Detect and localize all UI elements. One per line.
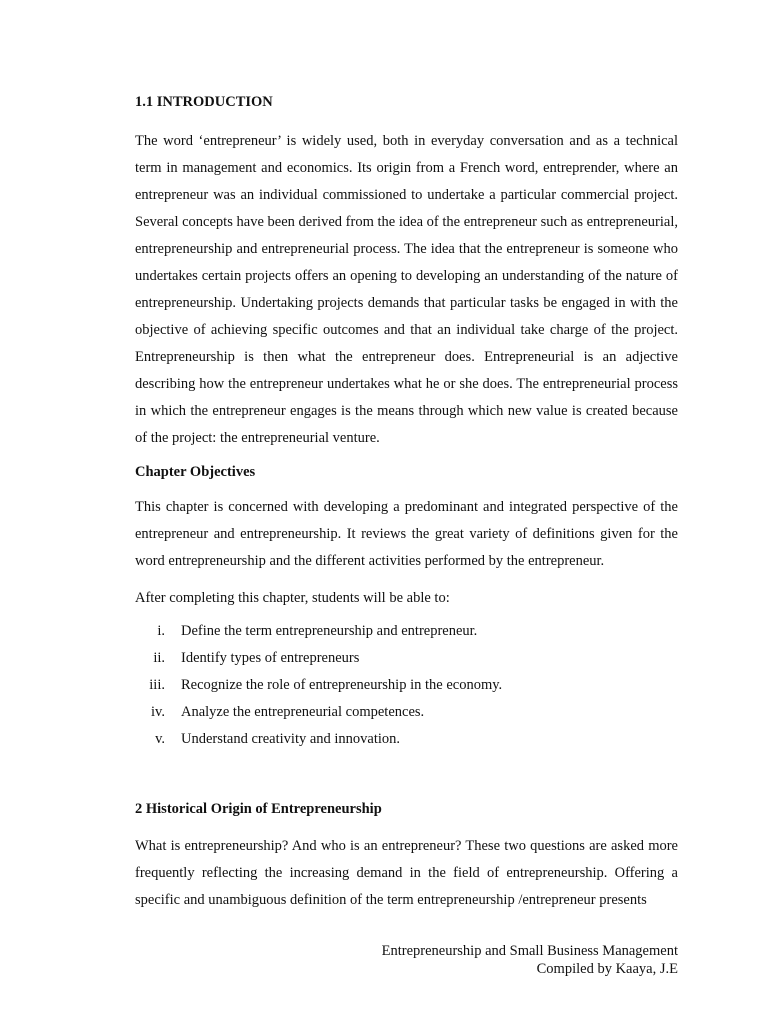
section-title-chapter-objectives: Chapter Objectives [135,464,256,480]
introduction-paragraph: The word ‘entrepreneur’ is widely used, both in everyday conversation and as a technical term in management and economics. Its origin from a French word, entreprender, where an entrepreneur was an individual commissioned to undertake a particular commercial project. Several concepts have been derived from the idea of the entrepreneur such as entrepreneurial, entrepreneurship and entrepreneurial process. The idea that the entrepreneur is someone who undertakes certain projects offers an opening to developing an understanding of the nature of entrepreneurship. Undertaking projects demands that particular tasks be engaged in with the objective of achieving specific outcomes and that an individual take charge of the project. Entrepreneurship is then what the entrepreneur does. Entrepreneurial is an adjective describing how the entrepreneur undertakes what he or she does. The entrepreneurial process in which the entrepreneur engages is the means through which new value is created because of the project: the entrepreneurial venture. [135,133,678,446]
list-item-text: Recognize the role of entrepreneurship in the economy. [181,677,503,693]
section-title-introduction: 1.1 INTRODUCTION [135,94,273,110]
objectives-paragraph: This chapter is concerned with developing a predominant and integrated perspective of the entrepreneur and entrepreneurship. It reviews the great variety of definitions given for the word entrepreneurship and the different activities performed by the entrepreneur. [135,499,678,569]
section-title-historical-origin: 2 Historical Origin of Entrepreneurship [135,801,382,817]
footer-course-title: Entrepreneurship and Small Business Management [381,943,678,959]
list-item [135,645,678,672]
list-numeral: v. [155,731,165,747]
list-item [135,699,678,726]
list-item-text: Identify types of entrepreneurs [181,650,360,666]
objectives-list [135,618,678,753]
historical-paragraph: What is entrepreneurship? And who is an entrepreneur? These two questions are asked more frequently reflecting the increasing demand in the field of entrepreneurship. Offering a specific and unambiguous definition of the term entrepreneurship /entrepreneur presents [135,838,678,908]
list-numeral: iii. [149,677,165,693]
list-item-text: Define the term entrepreneurship and entrepreneur. [181,623,478,639]
page-content [135,92,678,914]
page-footer [382,942,678,978]
objectives-lead-in: After completing this chapter, students will be able to: [135,590,450,606]
list-item [135,618,678,645]
list-numeral: ii. [153,650,165,666]
list-numeral: i. [157,623,165,639]
footer-compiler: Compiled by Kaaya, J.E [536,961,678,977]
list-item [135,726,678,753]
list-item-text: Analyze the entrepreneurial competences. [181,704,425,720]
list-item-text: Understand creativity and innovation. [181,731,401,747]
list-item [135,672,678,699]
list-numeral: iv. [151,704,165,720]
